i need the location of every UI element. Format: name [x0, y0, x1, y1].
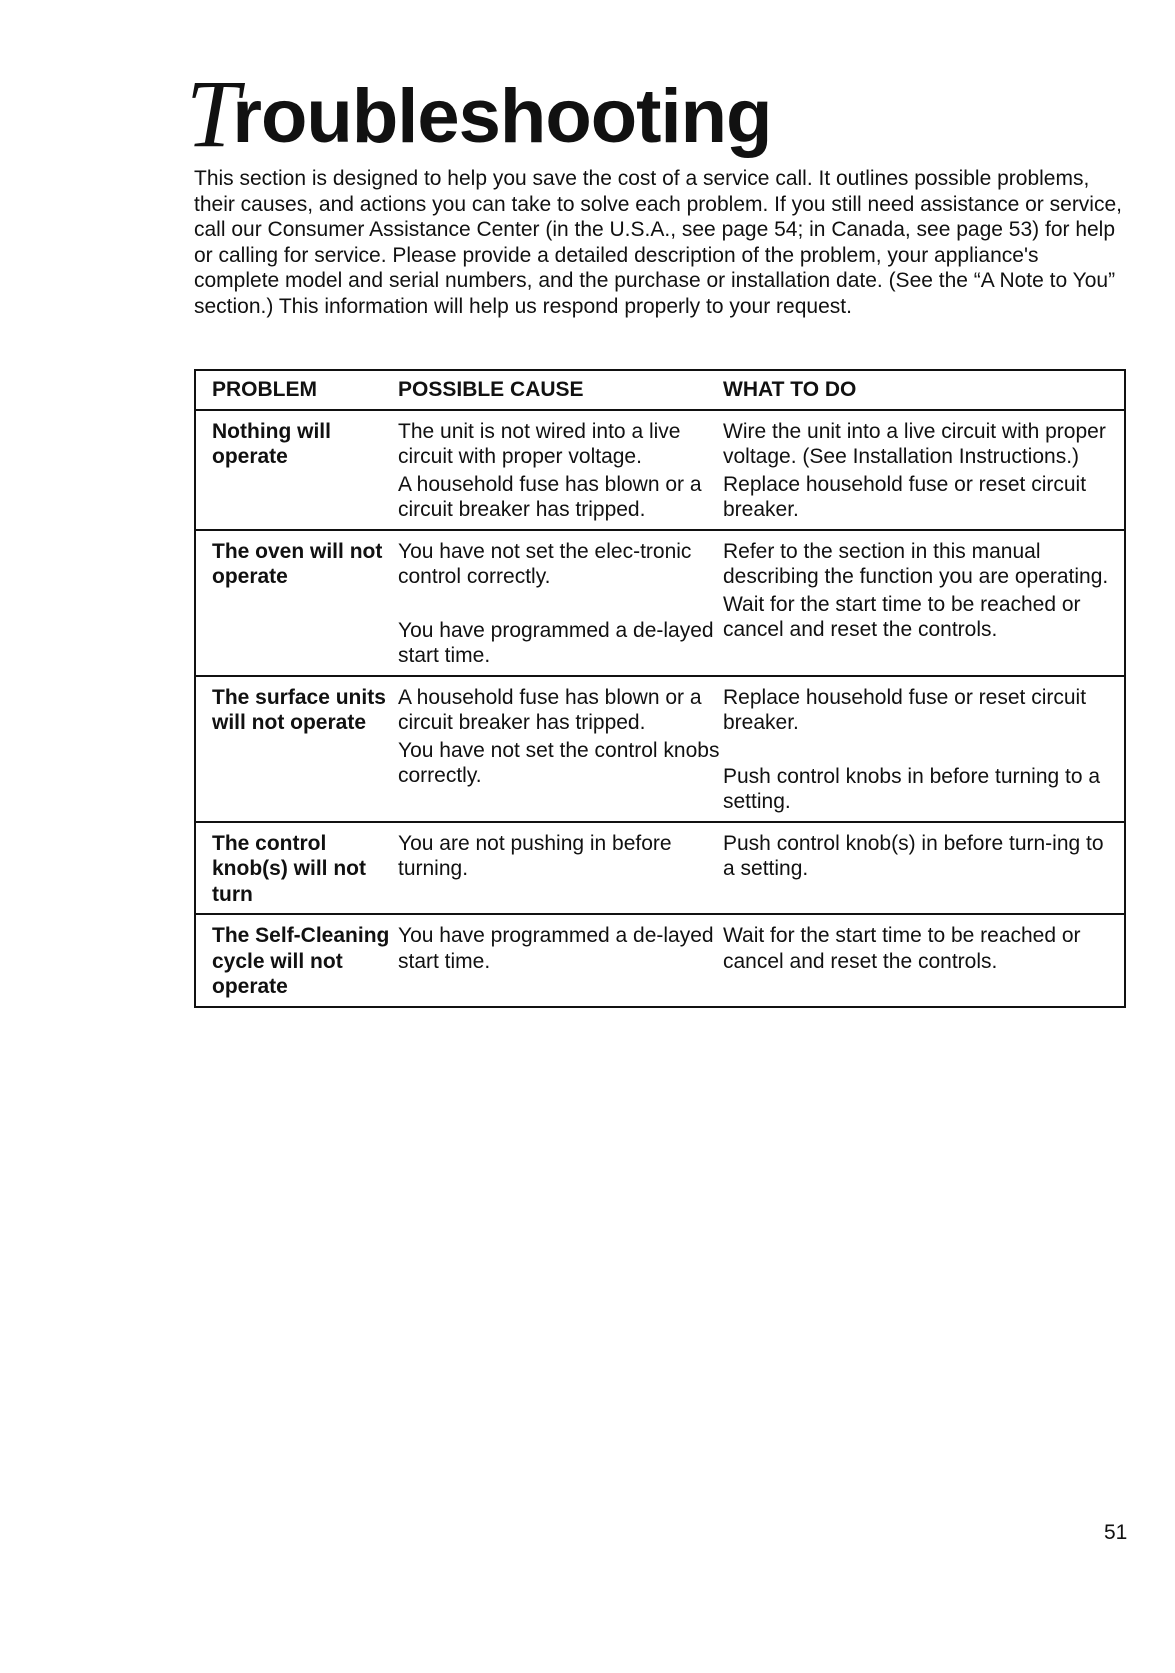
- table-row: [195, 822, 1125, 915]
- title-initial-letter: T: [186, 60, 239, 167]
- action-cell: [723, 822, 1125, 915]
- cause-text: The unit is not wired into a live circuit with proper voltage.: [398, 419, 681, 468]
- action-text: Replace household fuse or reset circuit breaker.: [723, 472, 1087, 521]
- table-header-row: [195, 370, 1125, 410]
- problem-cell: The oven will not operate: [212, 539, 383, 588]
- action-text: Refer to the section in this manual describing the function you are operating.: [723, 539, 1109, 588]
- cause-cell: [398, 410, 723, 530]
- intro-paragraph: This section is designed to help you save the cost of a service call. It outlines possible problems, their causes, and actions you can take to solve each problem. If you still need assistance or service, call our Consumer Assistance Center (in the U.S.A., see page 54; in Canada, see page 53) for help or calling for service. Please provide a detailed description of the problem, your appliance's complete model and serial numbers, and the purchase or installation date. (See the “A Note to You” section.) This information will help us respond properly to your request.: [194, 167, 1122, 318]
- cause-text: You have programmed a de-layed start time.: [398, 618, 714, 667]
- problem-cell: The surface units will not operate: [212, 685, 386, 734]
- header-what-to-do: WHAT TO DO: [723, 370, 1125, 410]
- page-title: [186, 60, 772, 167]
- action-cell: [723, 410, 1125, 530]
- problem-cell: The Self-Cleaning cycle will not operate: [212, 924, 390, 998]
- cause-cell: [398, 676, 723, 822]
- table-row: [195, 410, 1125, 530]
- cause-text: You have programmed a de-layed start time.: [398, 924, 714, 973]
- page-number: 51: [1104, 1521, 1128, 1544]
- cause-text: A household fuse has blown or a circuit breaker has tripped.: [398, 472, 702, 521]
- cause-cell: [398, 822, 723, 915]
- cause-cell: [398, 530, 723, 676]
- problem-cell: The control knob(s) will not turn: [212, 831, 366, 906]
- action-text: Push control knobs in before turning to a setting.: [723, 764, 1101, 813]
- action-cell: [723, 676, 1125, 822]
- cause-text: You are not pushing in before turning.: [398, 831, 672, 880]
- action-cell: [723, 530, 1125, 676]
- action-text: Push control knob(s) in before turn-ing to a setting.: [723, 831, 1104, 880]
- table-row: [195, 530, 1125, 676]
- header-possible-cause: POSSIBLE CAUSE: [398, 370, 723, 410]
- cause-cell: [398, 914, 723, 1007]
- action-cell: [723, 914, 1125, 1007]
- action-text: Wire the unit into a live circuit with proper voltage. (See Installation Instructions.): [723, 419, 1106, 468]
- cause-text: A household fuse has blown or a circuit breaker has tripped.: [398, 685, 702, 734]
- header-problem: PROBLEM: [195, 370, 398, 410]
- action-text: Replace household fuse or reset circuit breaker.: [723, 685, 1087, 734]
- troubleshooting-table: [194, 369, 1126, 1008]
- cause-text: You have not set the elec-tronic control correctly.: [398, 539, 692, 588]
- action-text: Wait for the start time to be reached or cancel and reset the controls.: [723, 592, 1081, 641]
- problem-cell: Nothing will operate: [212, 419, 331, 468]
- title-rest: roubleshooting: [232, 74, 772, 159]
- table-row: [195, 914, 1125, 1007]
- action-text: Wait for the start time to be reached or cancel and reset the controls.: [723, 924, 1081, 973]
- table-row: [195, 676, 1125, 822]
- cause-text: You have not set the control knobs correctly.: [398, 738, 720, 787]
